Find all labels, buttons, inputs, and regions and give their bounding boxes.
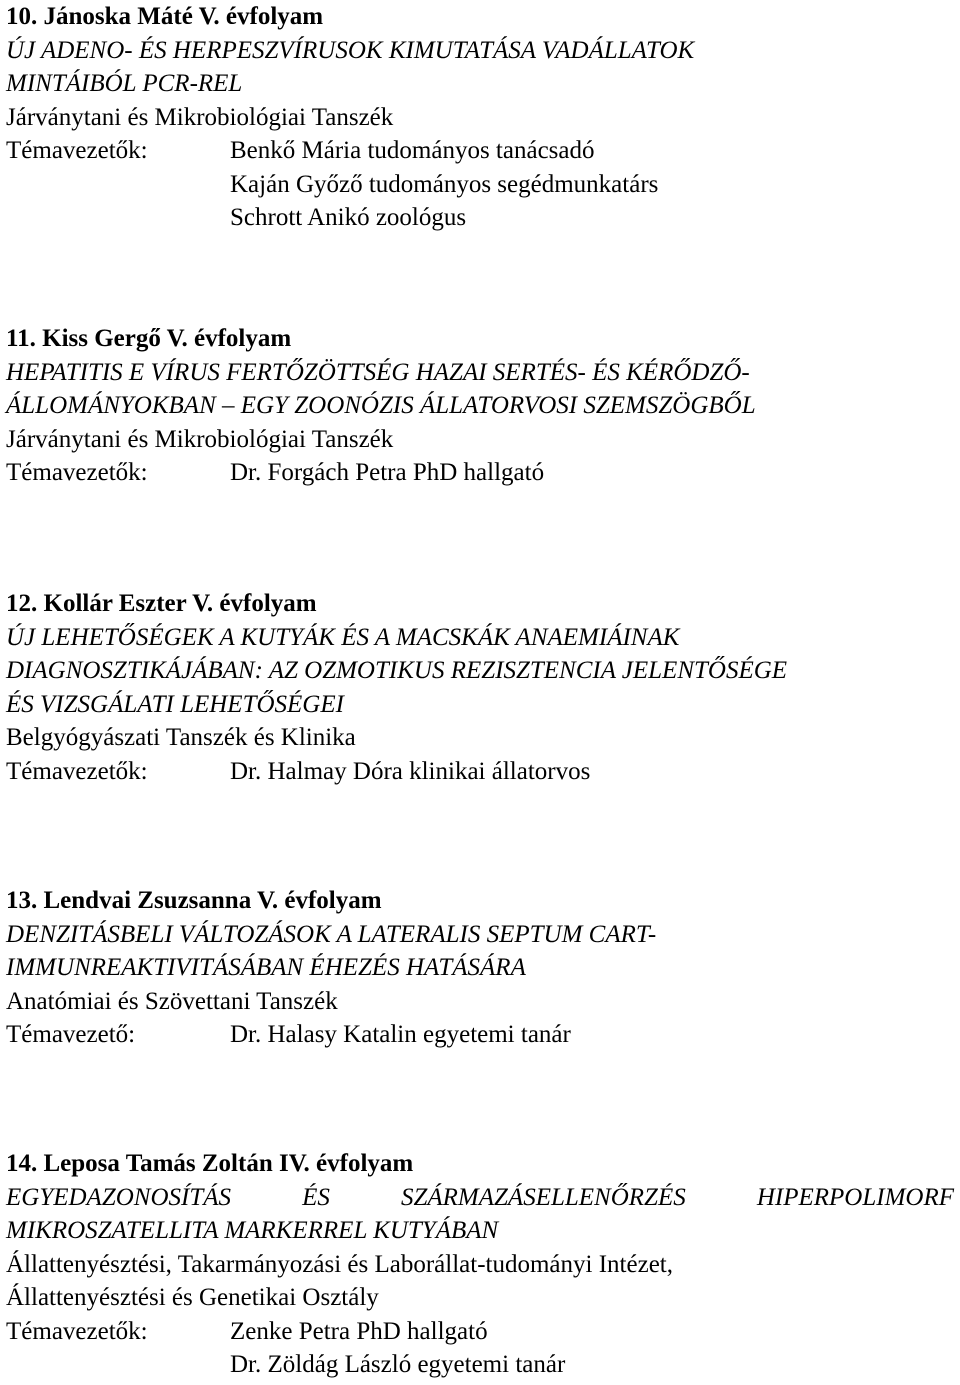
supervisor-name: Dr. Halasy Katalin egyetemi tanár (230, 1021, 571, 1048)
title-word: HIPERPOLIMORF (756, 1183, 954, 1211)
supervisor-label: Témavezetők: (6, 137, 148, 164)
supervisor-name: Benkő Mária tudományos tanácsadó (230, 137, 595, 164)
supervisor-name: Dr. Forgách Petra PhD hallgató (230, 459, 545, 486)
entry-title-line: MINTÁIBÓL PCR-REL (6, 70, 243, 97)
title-word: SZÁRMAZÁSELLENŐRZÉS (400, 1183, 686, 1211)
entry-title-line: IMMUNREAKTIVITÁSÁBAN ÉHEZÉS HATÁSÁRA (6, 954, 526, 981)
supervisor-name: Kaján Győző tudományos segédmunkatárs (230, 170, 659, 198)
entry-department: Járványtani és Mikrobiológiai Tanszék (6, 425, 394, 453)
entry-department: Állattenyésztési és Genetikai Osztály (6, 1284, 379, 1311)
entry-heading: 13. Lendvai Zsuzsanna V. évfolyam (6, 887, 382, 914)
supervisor-row (6, 456, 954, 490)
entry-department: Belgyógyászati Tanszék és Klinika (6, 724, 356, 751)
title-word: EGYEDAZONOSÍTÁS (6, 1183, 232, 1211)
supervisor-label: Témavezetők: (6, 757, 148, 785)
entry-department: Állattenyésztési, Takarmányozási és Laborállat-tudományi Intézet, (6, 1250, 673, 1278)
entry-department: Járványtani és Mikrobiológiai Tanszék (6, 103, 394, 131)
entry-heading: 12. Kollár Eszter V. évfolyam (6, 590, 317, 617)
supervisor-name: Schrott Anikó zoológus (230, 204, 467, 231)
entry-14 (6, 1147, 954, 1382)
entry-title-line: DENZITÁSBELI VÁLTOZÁSOK A LATERALIS SEPTUM CART- (6, 920, 657, 948)
supervisor-label: Témavezető: (6, 1021, 136, 1048)
supervisor-label: Témavezetők: (6, 459, 148, 486)
entry-title-line: DIAGNOSZTIKÁJÁBAN: AZ OZMOTIKUS REZISZTENCIA JELENTŐSÉGE (6, 657, 788, 684)
supervisor-name: Dr. Zöldág László egyetemi tanár (230, 1351, 566, 1378)
entry-heading: 10. Jánoska Máté V. évfolyam (6, 3, 324, 30)
entry-title-line: ÚJ LEHETŐSÉGEK A KUTYÁK ÉS A MACSKÁK ANAEMIÁINAK (6, 623, 680, 651)
supervisor-row (6, 1018, 954, 1052)
entry-12 (6, 587, 954, 788)
supervisor-row (6, 755, 954, 789)
entry-title-line: ÉS VIZSGÁLATI LEHETŐSÉGEI (6, 690, 344, 718)
supervisor-name: Dr. Halmay Dóra klinikai állatorvos (230, 757, 591, 785)
entry-13 (6, 884, 954, 1052)
supervisor-label: Témavezetők: (6, 1317, 148, 1345)
entry-heading: 11. Kiss Gergő V. évfolyam (6, 325, 292, 352)
entry-title-line: ÁLLOMÁNYOKBAN – EGY ZOONÓZIS ÁLLATORVOSI SZEMSZÖGBŐL (6, 392, 756, 419)
entry-heading: 14. Leposa Tamás Zoltán IV. évfolyam (6, 1150, 414, 1177)
entry-title-line: ÚJ ADENO- ÉS HERPESZVÍRUSOK KIMUTATÁSA VADÁLLATOK (6, 36, 695, 64)
supervisor-name: Zenke Petra PhD hallgató (230, 1317, 488, 1345)
supervisor-row (6, 134, 954, 168)
title-word: ÉS (302, 1183, 330, 1211)
entry-10 (6, 0, 954, 235)
supervisor-row (6, 1315, 954, 1349)
entry-title-line: HEPATITIS E VÍRUS FERTŐZÖTTSÉG HAZAI SERTÉS- ÉS KÉRŐDZŐ- (6, 358, 750, 386)
entry-title-line: MIKROSZATELLITA MARKERREL KUTYÁBAN (6, 1217, 499, 1244)
entry-title-line-justified (6, 1181, 954, 1215)
entry-11 (6, 322, 954, 490)
entry-department: Anatómiai és Szövettani Tanszék (6, 987, 338, 1015)
